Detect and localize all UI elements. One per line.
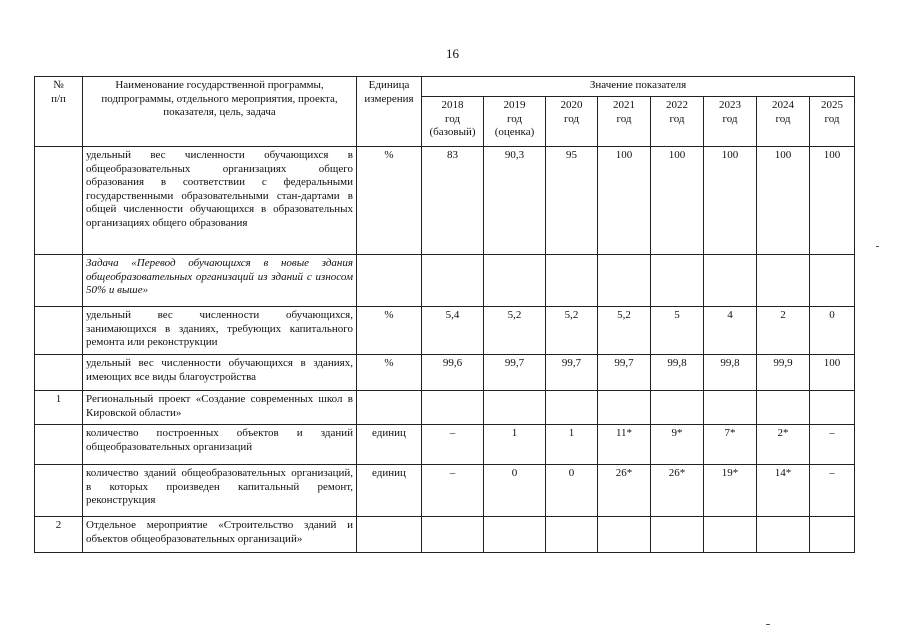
value-cell	[422, 517, 484, 553]
header-year-cell: 2024 год	[757, 97, 810, 147]
value-cell: 99,6	[422, 355, 484, 391]
value-cell	[757, 517, 810, 553]
row-name: количество построенных объектов и зданий общеобразовательных организаций	[83, 425, 357, 465]
table-row	[35, 355, 855, 391]
value-cell: –	[422, 425, 484, 465]
value-cell: 99,8	[651, 355, 704, 391]
header-year-cell: 2018 год (базовый)	[422, 97, 484, 147]
value-cell	[704, 391, 757, 425]
header-year-cell: 2022 год	[651, 97, 704, 147]
value-cell: 5,2	[598, 307, 651, 355]
value-cell: 26*	[598, 465, 651, 517]
indicators-table	[34, 76, 855, 553]
value-cell: 0	[810, 307, 855, 355]
value-cell: 5,2	[546, 307, 598, 355]
value-cell: 5,2	[484, 307, 546, 355]
row-unit: единиц	[357, 465, 422, 517]
value-cell: 0	[546, 465, 598, 517]
value-cell	[757, 391, 810, 425]
row-number	[35, 255, 83, 307]
header-year-cell: 2021 год	[598, 97, 651, 147]
row-name: удельный вес численности обучающихся в зданиях, имеющих все виды благоустройства	[83, 355, 357, 391]
table-row	[35, 425, 855, 465]
header-year-cell: 2019 год (оценка)	[484, 97, 546, 147]
value-cell	[810, 255, 855, 307]
value-cell: 100	[704, 147, 757, 255]
header-values-group: Значение показателя	[422, 77, 855, 97]
value-cell: –	[422, 465, 484, 517]
value-cell	[546, 517, 598, 553]
header-year-cell: 2025 год	[810, 97, 855, 147]
row-number	[35, 425, 83, 465]
value-cell	[704, 255, 757, 307]
value-cell: 99,7	[546, 355, 598, 391]
row-name: удельный вес численности обучающихся, занимающихся в зданиях, требующих капитального ремонта или реконструкции	[83, 307, 357, 355]
value-cell: 9*	[651, 425, 704, 465]
value-cell: 100	[598, 147, 651, 255]
value-cell	[598, 517, 651, 553]
value-cell	[598, 255, 651, 307]
row-unit: единиц	[357, 425, 422, 465]
value-cell	[422, 255, 484, 307]
value-cell: 100	[651, 147, 704, 255]
value-cell: 83	[422, 147, 484, 255]
row-number	[35, 147, 83, 255]
row-name: Задача «Перевод обучающихся в новые здания общеобразовательных организаций из зданий с износом 50% и выше»	[83, 255, 357, 307]
value-cell	[651, 517, 704, 553]
value-cell	[598, 391, 651, 425]
value-cell: 100	[757, 147, 810, 255]
row-number: 1	[35, 391, 83, 425]
table-row	[35, 517, 855, 553]
value-cell: 90,3	[484, 147, 546, 255]
table-row	[35, 465, 855, 517]
scan-mark	[876, 246, 879, 247]
value-cell: 19*	[704, 465, 757, 517]
value-cell	[484, 255, 546, 307]
value-cell: 99,9	[757, 355, 810, 391]
header-year-cell: 2023 год	[704, 97, 757, 147]
value-cell: 2*	[757, 425, 810, 465]
value-cell: 1	[484, 425, 546, 465]
header-number-col: № п/п	[35, 77, 83, 147]
value-cell: 99,7	[598, 355, 651, 391]
row-unit: %	[357, 355, 422, 391]
value-cell	[546, 391, 598, 425]
row-unit	[357, 517, 422, 553]
table-row	[35, 307, 855, 355]
value-cell	[704, 517, 757, 553]
value-cell: 5,4	[422, 307, 484, 355]
value-cell	[484, 517, 546, 553]
value-cell: 1	[546, 425, 598, 465]
value-cell	[422, 391, 484, 425]
table-row	[35, 147, 855, 255]
value-cell	[651, 391, 704, 425]
row-unit	[357, 255, 422, 307]
value-cell	[810, 517, 855, 553]
value-cell	[810, 391, 855, 425]
value-cell: –	[810, 465, 855, 517]
value-cell: 11*	[598, 425, 651, 465]
header-name-col: Наименование государственной программы, подпрограммы, отдельного мероприятия, проекта, показателя, цель, задача	[83, 77, 357, 147]
row-unit	[357, 391, 422, 425]
row-number: 2	[35, 517, 83, 553]
value-cell	[757, 255, 810, 307]
row-number	[35, 465, 83, 517]
row-number	[35, 307, 83, 355]
value-cell: 99,8	[704, 355, 757, 391]
value-cell: 100	[810, 147, 855, 255]
value-cell: –	[810, 425, 855, 465]
value-cell: 99,7	[484, 355, 546, 391]
row-number	[35, 355, 83, 391]
table-row	[35, 391, 855, 425]
value-cell: 0	[484, 465, 546, 517]
row-name: количество зданий общеобразовательных организаций, в которых произведен капитальный ремонт, реконструкция	[83, 465, 357, 517]
row-name: удельный вес численности обучающихся в общеобразовательных организациях общего образования в соответствии с федеральными государственными образовательными стан-дартами в общей численности обучающихся в образовательных организациях общего образования	[83, 147, 357, 255]
value-cell	[484, 391, 546, 425]
value-cell: 2	[757, 307, 810, 355]
page-number: 16	[446, 46, 459, 61]
row-name: Региональный проект «Создание современных школ в Кировской области»	[83, 391, 357, 425]
value-cell: 100	[810, 355, 855, 391]
value-cell	[546, 255, 598, 307]
value-cell: 95	[546, 147, 598, 255]
table-row	[35, 255, 855, 307]
scan-mark	[766, 624, 770, 625]
row-unit: %	[357, 147, 422, 255]
value-cell: 4	[704, 307, 757, 355]
value-cell: 5	[651, 307, 704, 355]
row-unit: %	[357, 307, 422, 355]
value-cell: 14*	[757, 465, 810, 517]
row-name: Отдельное мероприятие «Строительство зданий и объектов общеобразовательных организаций»	[83, 517, 357, 553]
value-cell: 7*	[704, 425, 757, 465]
header-unit-col: Единица измерения	[357, 77, 422, 147]
header-year-cell: 2020 год	[546, 97, 598, 147]
value-cell: 26*	[651, 465, 704, 517]
value-cell	[651, 255, 704, 307]
